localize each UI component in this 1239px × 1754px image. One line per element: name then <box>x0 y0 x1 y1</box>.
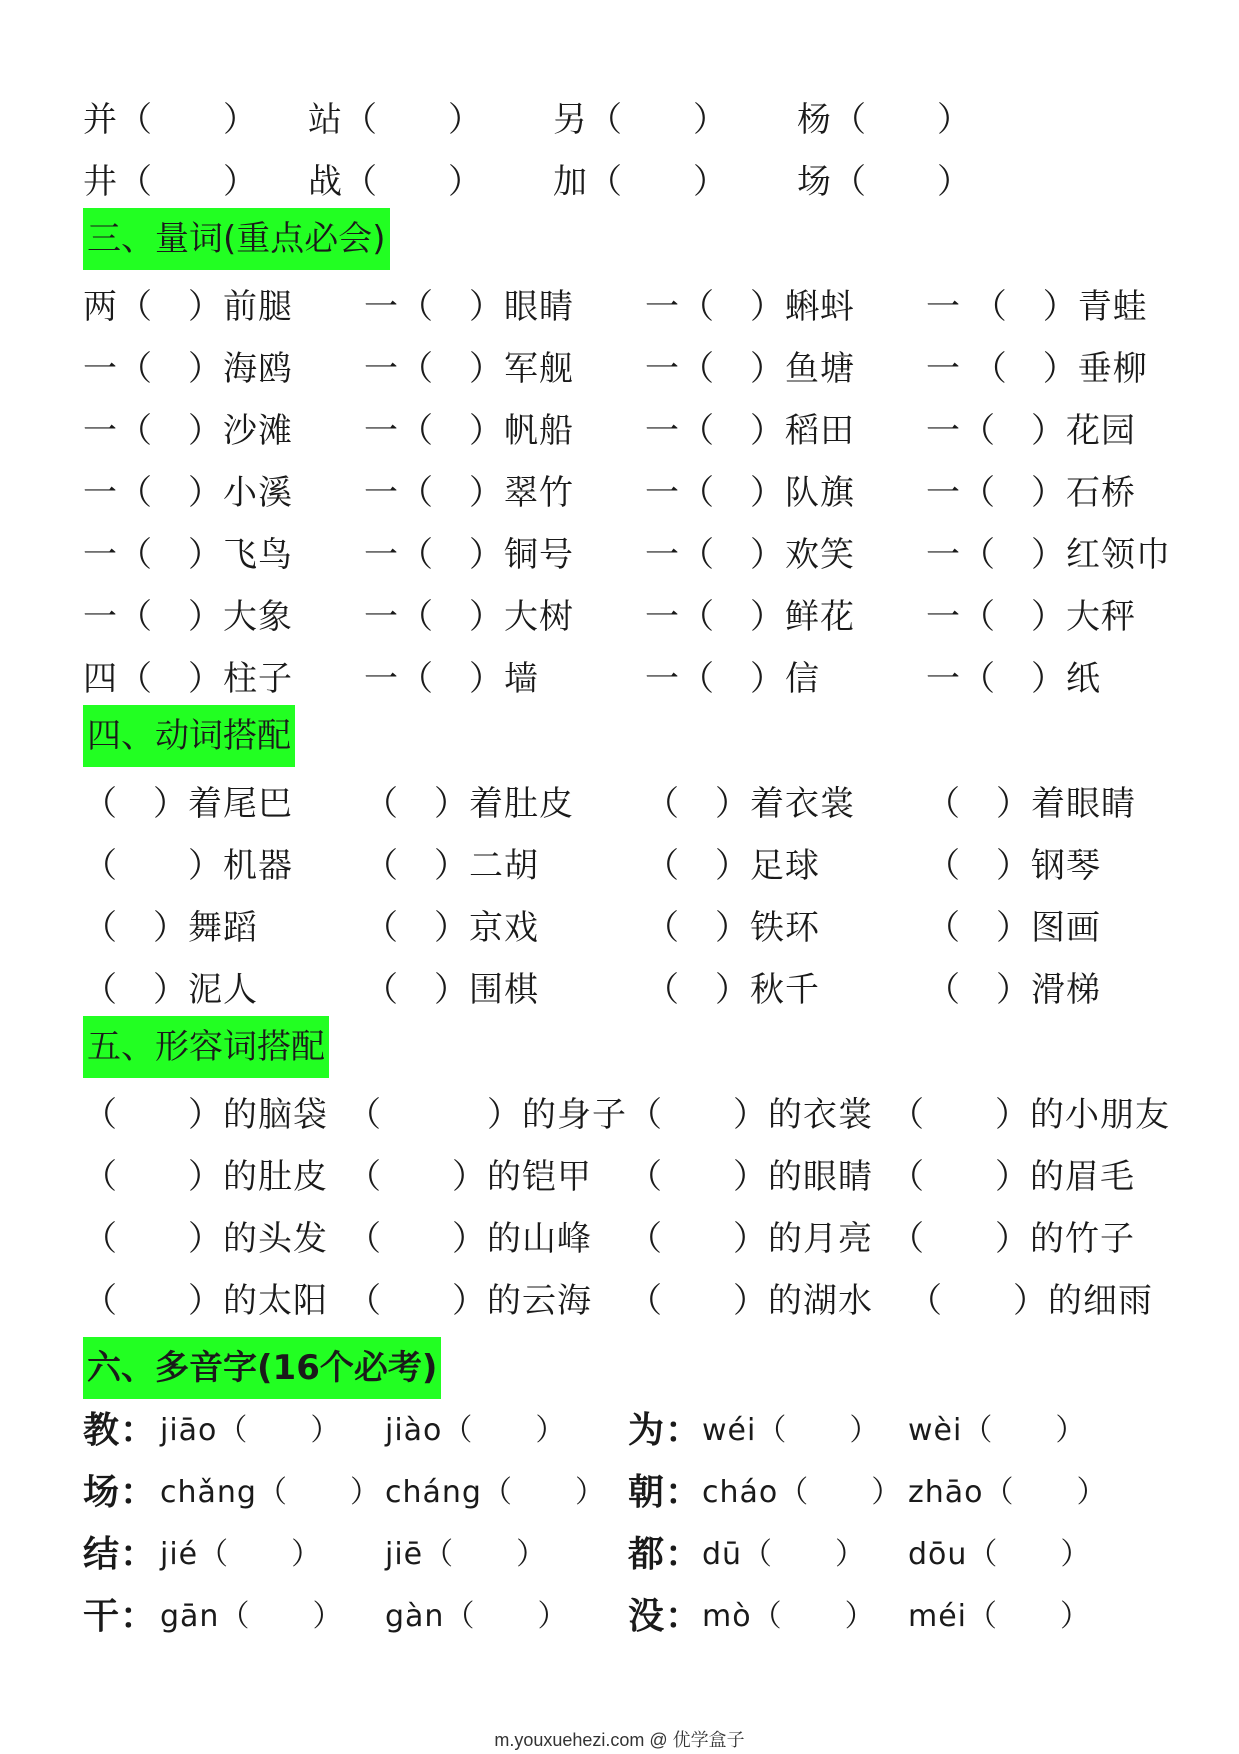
measure-word-item: 一 （ ）垂柳 <box>926 349 1148 389</box>
adjective-pairing-item: （ ）的小朋友 <box>890 1095 1170 1135</box>
verb-pairing-item: （ ）舞蹈 <box>83 908 258 948</box>
measure-word-item: 一（ ）铜号 <box>364 535 574 575</box>
adjective-pairing-item: （ ）的铠甲 <box>347 1157 592 1197</box>
footer-watermark: m.youxuehezi.com @ 优学盒子 <box>494 1730 745 1750</box>
polyphonic-char: 朝： <box>628 1472 703 1513</box>
polyphonic-char: 都： <box>628 1534 703 1575</box>
pinyin-blank: dōu（ ） <box>908 1537 1092 1572</box>
adjective-pairing-row <box>0 1273 1239 1329</box>
pinyin-blank: chǎng（ ） <box>160 1475 381 1510</box>
pinyin-blank: jié（ ） <box>160 1537 323 1572</box>
adjective-pairing-item: （ ）的山峰 <box>347 1219 592 1259</box>
measure-word-item: 一（ ）翠竹 <box>364 473 574 513</box>
measure-word-item: 一（ ）帆船 <box>364 411 574 451</box>
adjective-pairing-row <box>0 1149 1239 1205</box>
adjective-pairing-item: （ ）的太阳 <box>83 1281 328 1321</box>
similar-char-item: 另（ ） <box>553 100 728 140</box>
verb-pairing-item: （ ）着衣裳 <box>645 784 855 824</box>
polyphonic-char: 没： <box>628 1596 703 1637</box>
adjective-pairing-item: （ ）的身子 <box>347 1095 627 1135</box>
adjective-pairing-item: （ ）的脑袋 <box>83 1095 328 1135</box>
verb-pairing-item: （ ）秋千 <box>645 970 820 1010</box>
polyphonic-char: 为： <box>628 1410 703 1451</box>
adjective-pairing-item: （ ）的头发 <box>83 1219 328 1259</box>
measure-word-item: 一（ ）军舰 <box>364 349 574 389</box>
measure-word-item: 一（ ）花园 <box>926 411 1136 451</box>
measure-word-row <box>0 527 1239 583</box>
pinyin-blank: wèi（ ） <box>908 1413 1087 1448</box>
pinyin-blank: jiào（ ） <box>385 1413 567 1448</box>
measure-word-item: 一（ ）大树 <box>364 597 574 637</box>
measure-word-item: 一（ ）沙滩 <box>83 411 293 451</box>
verb-pairing-item: （ ）图画 <box>926 908 1101 948</box>
verb-pairing-item: （ ）围棋 <box>364 970 539 1010</box>
similar-char-item: 并（ ） <box>83 100 258 140</box>
section-heading-measure-words: 三、量词(重点必会) <box>83 208 390 270</box>
verb-pairing-item: （ ）着眼睛 <box>926 784 1136 824</box>
measure-word-item: 一（ ）鱼塘 <box>645 349 855 389</box>
measure-word-item: 一（ ）欢笑 <box>645 535 855 575</box>
adjective-pairing-item: （ ）的云海 <box>347 1281 592 1321</box>
measure-word-item: 一（ ）红领巾 <box>926 535 1171 575</box>
pinyin-blank: jiē（ ） <box>385 1537 548 1572</box>
verb-pairing-item: （ ）着肚皮 <box>364 784 574 824</box>
verb-pairing-item: （ ）泥人 <box>83 970 258 1010</box>
verb-pairing-item: （ ）京戏 <box>364 908 539 948</box>
adjective-pairing-item: （ ）的衣裳 <box>628 1095 873 1135</box>
adjective-pairing-item: （ ）的细雨 <box>908 1281 1153 1321</box>
polyphonic-row <box>0 1589 1239 1645</box>
similar-char-row <box>0 154 1239 210</box>
section-heading-verb-pairing: 四、动词搭配 <box>83 705 295 767</box>
measure-word-row <box>0 341 1239 397</box>
pinyin-blank: gàn（ ） <box>385 1599 569 1634</box>
measure-word-item: 一（ ）小溪 <box>83 473 293 513</box>
adjective-pairing-item: （ ）的湖水 <box>628 1281 873 1321</box>
adjective-pairing-item: （ ）的月亮 <box>628 1219 873 1259</box>
verb-pairing-row <box>0 900 1239 956</box>
measure-word-row <box>0 403 1239 459</box>
verb-pairing-row <box>0 776 1239 832</box>
pinyin-blank: gān（ ） <box>160 1599 344 1634</box>
measure-word-item: 一（ ）队旗 <box>645 473 855 513</box>
measure-word-item: 四（ ）柱子 <box>83 659 293 699</box>
section-heading-adjective-pairing: 五、形容词搭配 <box>83 1016 329 1078</box>
verb-pairing-item: （ ）足球 <box>645 846 820 886</box>
pinyin-blank: mò（ ） <box>702 1599 876 1634</box>
verb-pairing-item: （ ）钢琴 <box>926 846 1101 886</box>
similar-char-item: 站（ ） <box>308 100 483 140</box>
polyphonic-row <box>0 1403 1239 1459</box>
measure-word-row <box>0 279 1239 335</box>
measure-word-item: 两（ ）前腿 <box>83 287 293 327</box>
similar-char-row <box>0 92 1239 148</box>
adjective-pairing-item: （ ）的肚皮 <box>83 1157 328 1197</box>
similar-char-item: 井（ ） <box>83 162 258 202</box>
measure-word-item: 一（ ）鲜花 <box>645 597 855 637</box>
verb-pairing-row <box>0 962 1239 1018</box>
measure-word-item: 一（ ）墙 <box>364 659 539 699</box>
polyphonic-row <box>0 1465 1239 1521</box>
measure-word-item: 一（ ）大象 <box>83 597 293 637</box>
adjective-pairing-row <box>0 1087 1239 1143</box>
measure-word-item: 一（ ）石桥 <box>926 473 1136 513</box>
verb-pairing-row <box>0 838 1239 894</box>
polyphonic-char: 教： <box>83 1410 158 1451</box>
measure-word-item: 一（ ）大秤 <box>926 597 1136 637</box>
polyphonic-char: 结： <box>83 1534 158 1575</box>
polyphonic-char: 场： <box>83 1472 158 1513</box>
polyphonic-char: 干： <box>83 1596 158 1637</box>
pinyin-blank: méi（ ） <box>908 1599 1092 1634</box>
similar-char-item: 杨（ ） <box>797 100 972 140</box>
measure-word-row <box>0 651 1239 707</box>
measure-word-item: 一（ ）纸 <box>926 659 1101 699</box>
measure-word-item: 一（ ）蝌蚪 <box>645 287 855 327</box>
verb-pairing-item: （ ）着尾巴 <box>83 784 293 824</box>
verb-pairing-item: （ ）机器 <box>83 846 293 886</box>
similar-char-item: 场（ ） <box>797 162 972 202</box>
pinyin-blank: wéi（ ） <box>702 1413 881 1448</box>
adjective-pairing-item: （ ）的眉毛 <box>890 1157 1135 1197</box>
measure-word-item: 一 （ ）青蛙 <box>926 287 1148 327</box>
verb-pairing-item: （ ）二胡 <box>364 846 539 886</box>
pinyin-blank: dū（ ） <box>702 1537 867 1572</box>
measure-word-item: 一（ ）眼睛 <box>364 287 574 327</box>
measure-word-item: 一（ ）海鸥 <box>83 349 293 389</box>
adjective-pairing-row <box>0 1211 1239 1267</box>
section-heading-polyphonic: 六、多音字(16个必考) <box>83 1337 441 1399</box>
measure-word-row <box>0 465 1239 521</box>
pinyin-blank: cháo（ ） <box>702 1475 903 1510</box>
similar-char-item: 战（ ） <box>308 162 483 202</box>
verb-pairing-item: （ ）铁环 <box>645 908 820 948</box>
measure-word-row <box>0 589 1239 645</box>
polyphonic-row <box>0 1527 1239 1583</box>
adjective-pairing-item: （ ）的竹子 <box>890 1219 1135 1259</box>
similar-char-item: 加（ ） <box>553 162 728 202</box>
pinyin-blank: cháng（ ） <box>385 1475 606 1510</box>
pinyin-blank: zhāo（ ） <box>908 1475 1108 1510</box>
pinyin-blank: jiāo（ ） <box>160 1413 342 1448</box>
measure-word-item: 一（ ）稻田 <box>645 411 855 451</box>
verb-pairing-item: （ ）滑梯 <box>926 970 1101 1010</box>
measure-word-item: 一（ ）飞鸟 <box>83 535 293 575</box>
adjective-pairing-item: （ ）的眼睛 <box>628 1157 873 1197</box>
measure-word-item: 一（ ）信 <box>645 659 820 699</box>
